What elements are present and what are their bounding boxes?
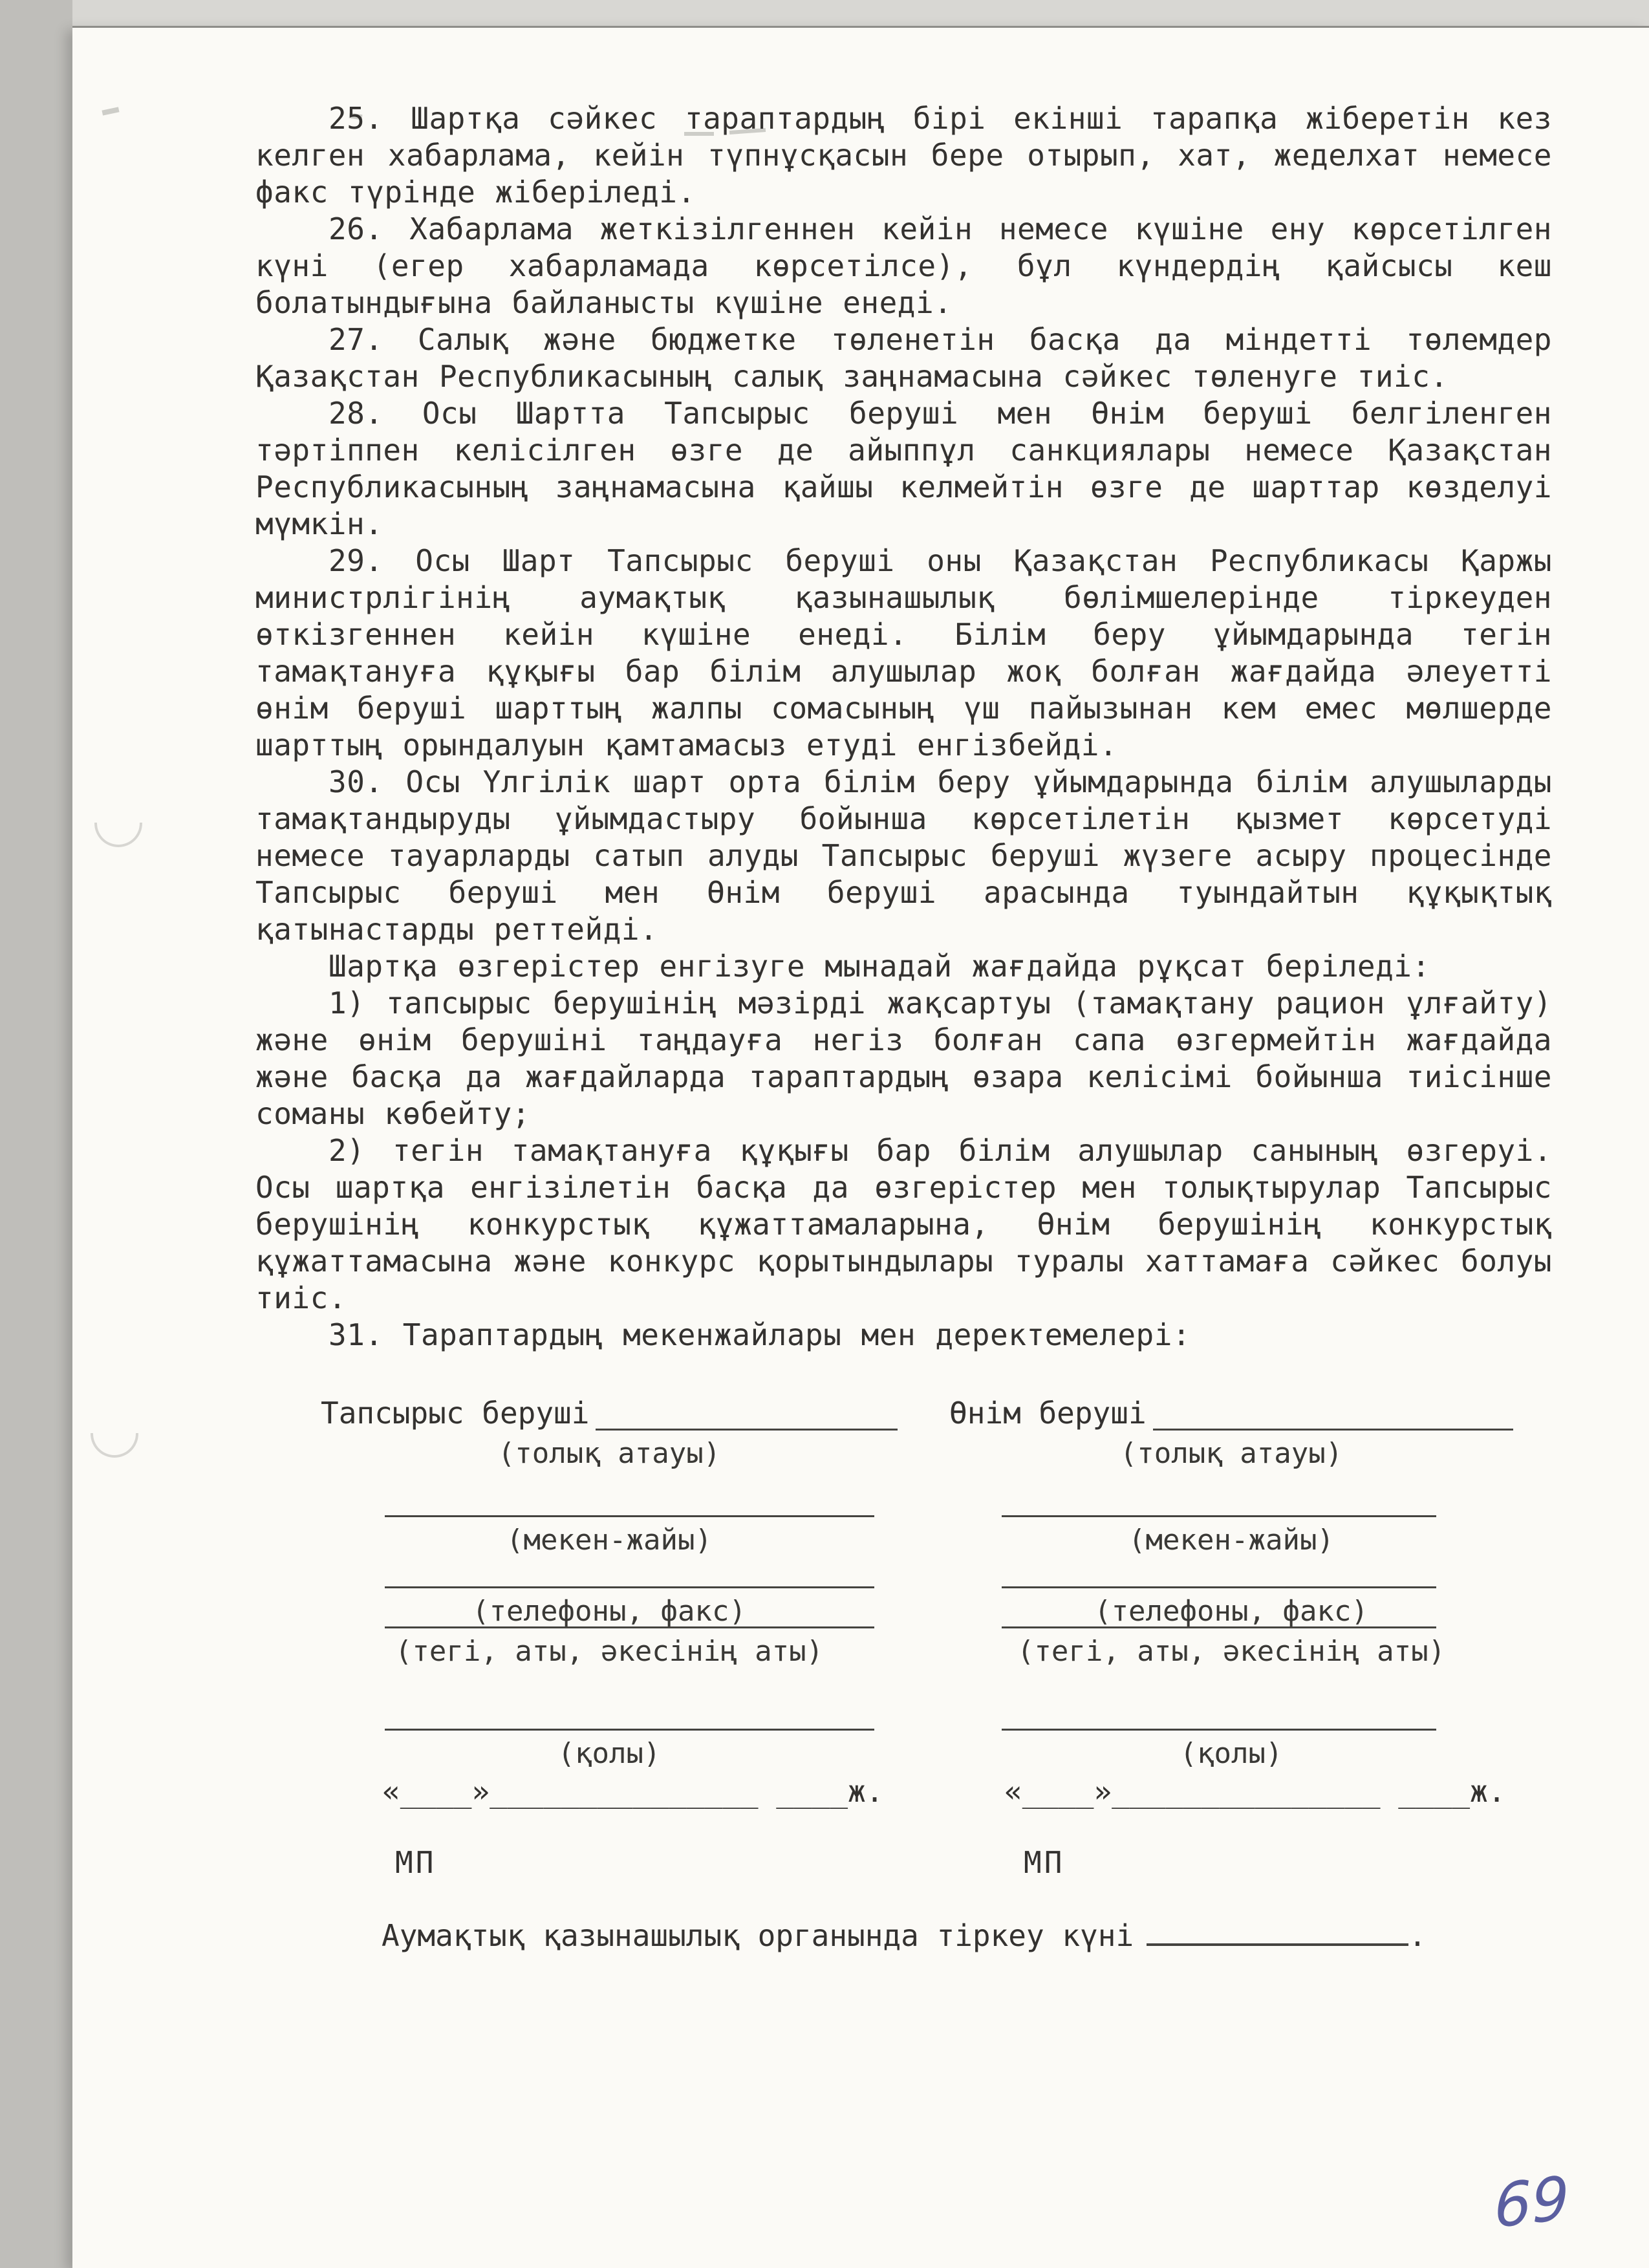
supplier-address-blank-line <box>1002 1515 1436 1517</box>
supplier-name-blank-line <box>1153 1399 1513 1431</box>
supplier-date-line: «____»_______________ ____ж. <box>1004 1774 1506 1809</box>
supplier-person-caption: (тегі, аты, әкесінің аты) <box>1017 1635 1446 1668</box>
customer-fullname-caption: (толық атауы) <box>497 1437 721 1470</box>
registration-date-blank-line <box>1147 1917 1408 1946</box>
supplier-fullname-caption: (толық атауы) <box>1119 1437 1343 1470</box>
paragraph-27: 27. Салық және бюджетке төленетін басқа да міндетті төлемдер Қазақстан Республикасының салық заңнамасына сәйкес төленуге тиіс. <box>255 322 1552 394</box>
paragraph-28: 28. Осы Шартта Тапсырыс беруші мен Өнім беруші белгіленген тәртіппен келісілген өзге де айыппұл санкциялары немесе Қазақстан Республикасының заңнамасына қайшы келмейтін өзге де шарттар көзделуі мүмкін. <box>255 396 1552 541</box>
customer-phone-blank-line <box>385 1586 874 1588</box>
paragraph-26: 26. Хабарлама жеткізілгеннен кейін немесе күшіне ену көрсетілген күні (егер хабарламада көрсетілсе), бұл күндердің қайсысы кеш болатындығына байланысты күшіне енеді. <box>255 211 1552 320</box>
supplier-signature-column <box>949 1396 1513 1906</box>
supplier-phone-blank-line <box>1002 1586 1436 1588</box>
paragraph-25: 25. Шартқа сәйкес тараптардың бірі екінші тарапқа жіберетін кез келген хабарлама, кейін түпнұсқасын бере отырып, хат, жеделхат немесе факс түрінде жіберіледі. <box>255 101 1552 210</box>
supplier-label: Өнім беруші <box>949 1396 1147 1431</box>
customer-signature-blank-line <box>385 1729 874 1731</box>
supplier-person-blank-line <box>1002 1626 1436 1628</box>
supplier-address-caption: (мекен-жайы) <box>1128 1524 1334 1557</box>
customer-name-row <box>321 1396 898 1431</box>
registration-period: . <box>1408 1918 1427 1953</box>
customer-date-line: «____»_______________ ____ж. <box>382 1774 884 1809</box>
registration-date-row <box>382 1917 1427 1953</box>
customer-phone-caption: (телефоны, факс) <box>472 1595 746 1628</box>
supplier-signature-blank-line <box>1002 1729 1436 1731</box>
supplier-signature-caption: (қолы) <box>1180 1737 1283 1770</box>
supplier-name-row <box>949 1396 1513 1431</box>
paragraph-31: 31. Тараптардың мекенжайлары мен деректемелері: <box>329 1317 1191 1352</box>
contract-text-block <box>255 100 1552 1354</box>
supplier-phone-caption: (телефоны, факс) <box>1094 1595 1368 1628</box>
registration-date-label: Аумақтық қазынашылық органында тіркеу күні <box>382 1918 1134 1953</box>
amendment-item-2: 2) тегін тамақтануға құқығы бар білім алушылар санының өзгеруі. Осы шартқа енгізілетін басқа да өзгерістер мен толықтырулар Тапсырыс берушінің конкурстық құжаттамаларына, Өнім берушінің конкурстық құжаттамасына және конкурс қорытындылары туралы хаттамаға сәйкес болуы тиіс. <box>255 1133 1552 1315</box>
customer-label: Тапсырыс беруші <box>321 1396 590 1431</box>
handwritten-page-number: 69 <box>1493 2163 1570 2242</box>
customer-person-caption: (тегі, аты, әкесінің аты) <box>394 1635 824 1668</box>
customer-name-blank-line <box>596 1399 898 1431</box>
customer-stamp-mark: МП <box>395 1845 436 1880</box>
paragraph-29: 29. Осы Шарт Тапсырыс беруші оны Қазақстан Республикасы Қаржы министрлігінің аумақтық қазынашылық бөлімшелерінде тіркеуден өткізгеннен кейін күшіне енеді. Білім беру ұйымдарында тегін тамақтануға құқығы бар білім алушылар жоқ болған жағдайда әлеуетті өнім беруші шарттың жалпы сомасының үш пайызынан кем емес мөлшерде шарттың орындалуын қамтамасыз етуді енгізбейді. <box>255 543 1552 762</box>
scan-top-edge <box>72 0 1649 26</box>
supplier-stamp-mark: МП <box>1024 1845 1065 1880</box>
amendment-item-1: 1) тапсырыс берушінің мәзірді жақсартуы (тамақтану рацион ұлғайту) және өнім берушіні таңдауға негіз болған сапа өзгермейтін жағдайда және басқа да жағдайларда тараптардың өзара келісімі бойынша тиісінше соманы көбейту; <box>255 986 1552 1131</box>
customer-address-caption: (мекен-жайы) <box>506 1524 712 1557</box>
paragraph-30: 30. Осы Үлгілік шарт орта білім беру ұйымдарында білім алушыларды тамақтандыруды ұйымдастыру бойынша көрсетілетін қызмет көрсетуді немесе тауарларды сатып алуды Тапсырыс беруші жүзеге асыру процесінде Тапсырыс беруші мен Өнім беруші арасында туындайтын құқықтық қатынастарды реттейді. <box>255 764 1552 947</box>
customer-person-blank-line <box>385 1626 874 1628</box>
customer-signature-caption: (қолы) <box>557 1737 661 1770</box>
customer-signature-column <box>321 1396 898 1906</box>
customer-address-blank-line <box>385 1515 874 1517</box>
amendments-intro: Шартқа өзгерістер енгізуге мынадай жағдайда рұқсат беріледі: <box>329 949 1430 984</box>
